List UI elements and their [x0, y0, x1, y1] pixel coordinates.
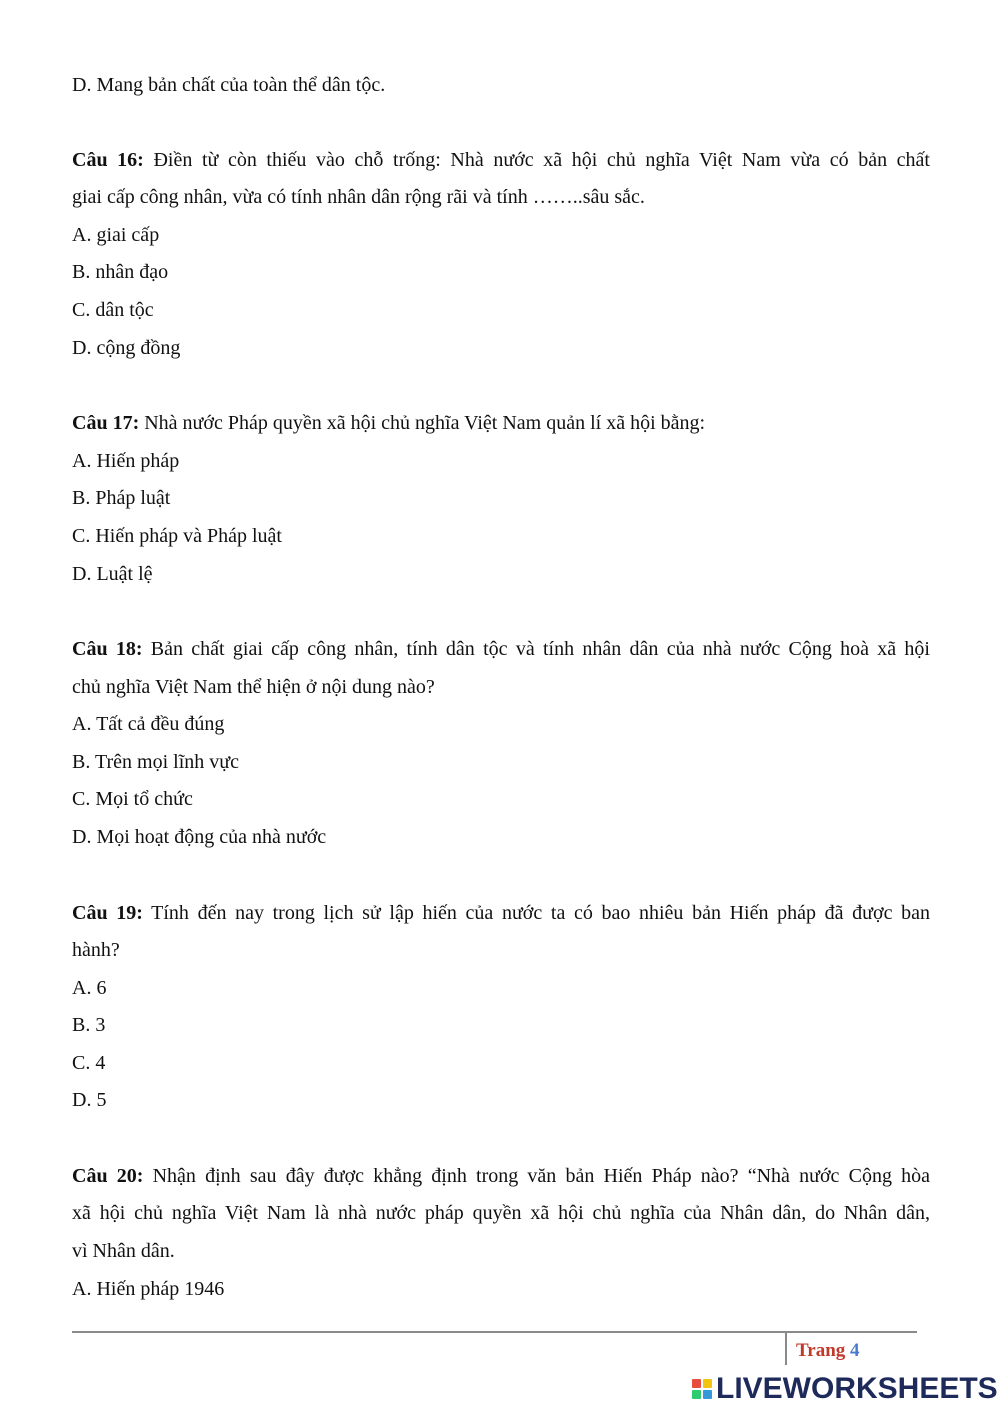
question-16-label: Câu 16:: [72, 149, 144, 171]
question-18-label: Câu 18:: [72, 638, 143, 660]
question-17-label: Câu 17:: [72, 412, 140, 434]
question-16-option-b: B. nhân đạo: [72, 261, 169, 283]
question-16-line-2: giai cấp công nhân, vừa có tính nhân dân rộng rãi và tính ……..sâu sắc.: [72, 186, 645, 208]
question-18-text-1: Bản chất giai cấp công nhân, tính dân tộc và tính nhân dân của nhà nước Cộng hoà xã hội: [142, 638, 930, 660]
question-17-line-1: [72, 411, 930, 435]
logo-grid-icon: [692, 1379, 712, 1399]
logo-square-3: [692, 1390, 701, 1399]
option-d-prev-question: D. Mang bản chất của toàn thể dân tộc.: [72, 74, 386, 96]
question-19-label: Câu 19:: [72, 902, 143, 924]
page-number: 4: [850, 1340, 860, 1361]
question-18-option-a: A. Tất cả đều đúng: [72, 713, 225, 735]
question-18-option-b: B. Trên mọi lĩnh vực: [72, 751, 239, 773]
logo-square-4: [703, 1390, 712, 1399]
logo-square-1: [692, 1379, 701, 1388]
question-19-option-b: B. 3: [72, 1014, 106, 1036]
logo-text: LIVEWORKSHEETS: [716, 1372, 998, 1405]
question-19-option-a: A. 6: [72, 977, 107, 999]
question-19-line-1: [72, 901, 930, 925]
question-18-option-d: D. Mọi hoạt động của nhà nước: [72, 826, 327, 848]
question-17-option-b: B. Pháp luật: [72, 487, 171, 509]
logo-square-2: [703, 1379, 712, 1388]
question-20-option-a: A. Hiến pháp 1946: [72, 1278, 225, 1300]
question-18-option-c: C. Mọi tổ chức: [72, 788, 193, 810]
question-16-line-1: [72, 148, 930, 172]
question-16-text-1: Điền từ còn thiếu vào chỗ trống: Nhà nước xã hội chủ nghĩa Việt Nam vừa có bản chất: [143, 149, 930, 171]
question-16-option-d: D. cộng đồng: [72, 337, 181, 359]
question-17-text-1: Nhà nước Pháp quyền xã hội chủ nghĩa Việt Nam quản lí xã hội bằng:: [139, 412, 706, 434]
question-16-option-a: A. giai cấp: [72, 224, 160, 246]
question-19-option-c: C. 4: [72, 1052, 106, 1074]
footer-page-separator: [785, 1333, 787, 1365]
question-17-option-d: D. Luật lệ: [72, 563, 153, 585]
question-20-line-1: [72, 1164, 930, 1188]
question-18-line-1: [72, 637, 930, 661]
question-16-option-c: C. dân tộc: [72, 299, 154, 321]
page-number-label: [796, 1339, 860, 1363]
footer-divider: [72, 1331, 917, 1333]
question-19-option-d: D. 5: [72, 1089, 107, 1111]
question-19-line-2: hành?: [72, 939, 120, 961]
liveworksheets-logo[interactable]: [692, 1372, 998, 1406]
question-18-line-2: chủ nghĩa Việt Nam thể hiện ở nội dung nào?: [72, 676, 435, 698]
page-word: Trang: [796, 1340, 846, 1361]
question-20-line-3: vì Nhân dân.: [72, 1240, 175, 1262]
question-17-option-c: C. Hiến pháp và Pháp luật: [72, 525, 282, 547]
question-20-label: Câu 20:: [72, 1165, 144, 1187]
question-20-line-2: xã hội chủ nghĩa Việt Nam là nhà nước pháp quyền xã hội chủ nghĩa của Nhân dân, do Nhân dân,: [72, 1202, 930, 1224]
question-19-text-1: Tính đến nay trong lịch sử lập hiến của nước ta có bao nhiêu bản Hiến pháp đã được ban: [142, 902, 930, 924]
question-20-text-1: Nhận định sau đây được khẳng định trong văn bản Hiến Pháp nào? “Nhà nước Cộng hòa: [143, 1165, 930, 1187]
question-17-option-a: A. Hiến pháp: [72, 450, 180, 472]
